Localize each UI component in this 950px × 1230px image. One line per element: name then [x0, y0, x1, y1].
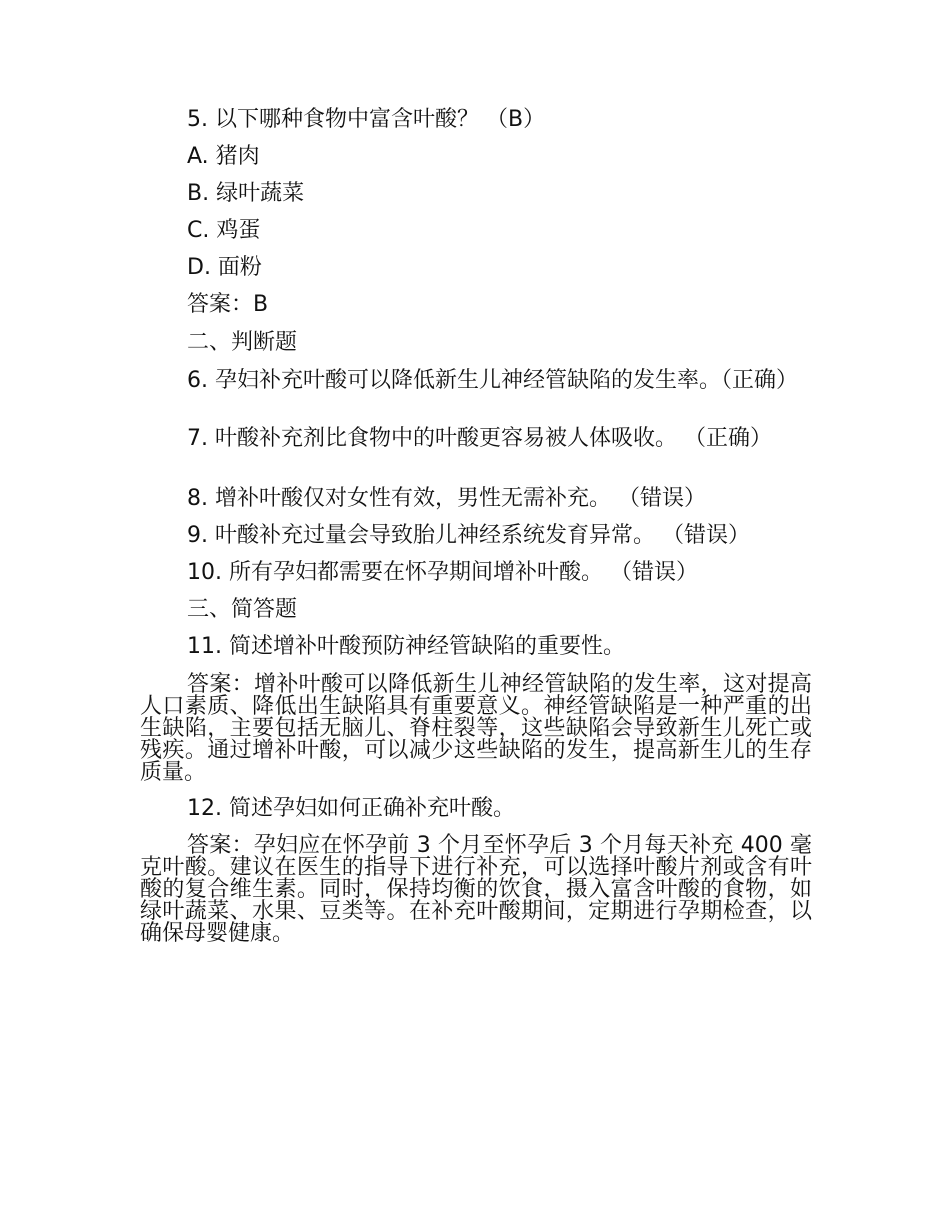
- question-10: 10. 所有孕妇都需要在怀孕期间增补叶酸。 （错误）: [187, 560, 698, 585]
- question-8: 8. 增补叶酸仅对女性有效，男性无需补充。 （错误）: [187, 486, 706, 511]
- question-7: 7. 叶酸补充剂比食物中的叶酸更容易被人体吸收。 （正确）: [187, 426, 772, 451]
- question-12: 12. 简述孕妇如何正确补充叶酸。: [187, 796, 515, 821]
- section-heading-judgment: 二、判断题: [187, 330, 298, 355]
- question-11: 11. 简述增补叶酸预防神经管缺陷的重要性。: [187, 634, 625, 659]
- option-b: B. 绿叶蔬菜: [187, 181, 305, 206]
- question-5: 5. 以下哪种食物中富含叶酸？ （B）: [187, 107, 546, 132]
- answer-12: 答案：孕妇应在怀孕前 3 个月至怀孕后 3 个月每天补充 400 毫克叶酸。建议在医生的指导下进行补充，可以选择叶酸片剂或含有叶酸的复合维生素。同时，保持均衡的饮食，摄入富含叶酸的食物，如绿叶蔬菜、水果、豆类等。在补充叶酸期间，定期进行孕期检查，以确保母婴健康。: [140, 833, 812, 946]
- option-a: A. 猪肉: [187, 144, 260, 169]
- option-c: C. 鸡蛋: [187, 218, 261, 243]
- answer-5: 答案：B: [187, 292, 269, 317]
- answer-11: 答案：增补叶酸可以降低新生儿神经管缺陷的发生率，这对提高人口素质、降低出生缺陷具有重要意义。神经管缺陷是一种严重的出生缺陷，主要包括无脑儿、脊柱裂等，这些缺陷会导致新生儿死亡或残疾。通过增补叶酸，可以减少这些缺陷的发生，提高新生儿的生存质量。: [140, 672, 812, 785]
- section-heading-short-answer: 三、简答题: [187, 597, 298, 622]
- question-6: 6. 孕妇补充叶酸可以降低新生儿神经管缺陷的发生率。（正确）: [187, 368, 798, 393]
- option-d: D. 面粉: [187, 255, 262, 280]
- question-9: 9. 叶酸补充过量会导致胎儿神经系统发育异常。 （错误）: [187, 523, 750, 548]
